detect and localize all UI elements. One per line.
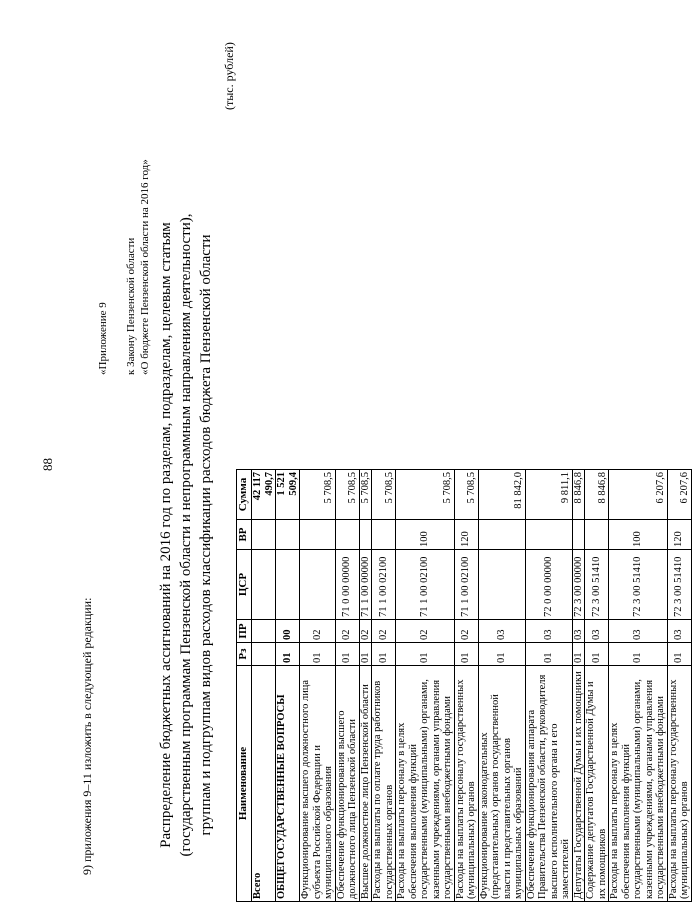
cell-csr: 72 3 00 00000 <box>572 550 585 620</box>
table-row <box>572 470 585 902</box>
cell-name: Функционирование законодательных (представительных) органов государственной власти и представительных органов муниципальных образований <box>478 666 525 902</box>
cell-vr: 100 <box>396 520 455 550</box>
cell-sum: 6 207,6 <box>609 470 668 520</box>
cell-rz: 01 <box>335 643 359 666</box>
cell-rz: 01 <box>572 643 585 666</box>
cell-rz: 01 <box>454 643 478 666</box>
cell-vr <box>525 520 572 550</box>
cell-pr: 02 <box>359 620 372 643</box>
cell-pr: 03 <box>572 620 585 643</box>
cell-vr <box>585 520 609 550</box>
cell-vr <box>276 520 300 550</box>
budget-allocation-table <box>236 469 692 902</box>
cell-pr: 00 <box>276 620 300 643</box>
cell-pr: 03 <box>478 620 525 643</box>
cell-name: ОБЩЕГОСУДАРСТВЕННЫЕ ВОПРОСЫ <box>276 666 300 902</box>
cell-csr: 71 1 00 02100 <box>454 550 478 620</box>
cell-vr <box>252 520 276 550</box>
cell-pr: 03 <box>609 620 668 643</box>
table-header-row <box>237 470 252 902</box>
cell-csr: 72 0 00 00000 <box>525 550 572 620</box>
appendix-heading <box>96 159 152 375</box>
cell-pr: 02 <box>335 620 359 643</box>
cell-csr: 71 1 00 02100 <box>372 550 396 620</box>
table-row <box>396 470 455 902</box>
header-sum: Сумма <box>237 470 252 520</box>
cell-vr <box>372 520 396 550</box>
cell-name: Всего <box>252 666 276 902</box>
cell-pr: 03 <box>585 620 609 643</box>
cell-csr: 71 1 00 00000 <box>359 550 372 620</box>
cell-name: Расходы на выплаты персоналу в целях обеспечения выполнения функций государственными (муниципальными) органами, казенными учреждениями, органами управления государственными внебюджетными фондами <box>396 666 455 902</box>
cell-name: Расходы на выплаты персоналу государственных (муниципальных) органов <box>454 666 478 902</box>
cell-rz: 01 <box>300 643 336 666</box>
cell-sum: 42 117 490,7 <box>252 470 276 520</box>
cell-sum: 5 708,5 <box>396 470 455 520</box>
header-vr: ВР <box>237 520 252 550</box>
unit-label: (тыс. рублей) <box>222 42 236 110</box>
cell-sum: 6 207,6 <box>667 470 691 520</box>
cell-vr <box>300 520 336 550</box>
appendix-law-ref: к Закону Пензенской области <box>125 237 137 375</box>
cell-vr <box>572 520 585 550</box>
cell-sum: 81 842,0 <box>478 470 525 520</box>
table-row <box>335 470 359 902</box>
cell-name: Функционирование высшего должностного лица субъекта Российской Федерации и муниципального образования <box>300 666 336 902</box>
cell-sum: 5 708,5 <box>335 470 359 520</box>
cell-rz: 01 <box>667 643 691 666</box>
table-row <box>359 470 372 902</box>
cell-sum: 5 708,5 <box>454 470 478 520</box>
cell-vr <box>335 520 359 550</box>
table-row <box>667 470 691 902</box>
table-row <box>478 470 525 902</box>
header-name: Наименование <box>237 666 252 902</box>
cell-name: Обеспечение функционирования высшего должностного лица Пензенской области <box>335 666 359 902</box>
cell-rz: 01 <box>585 643 609 666</box>
cell-rz <box>252 643 276 666</box>
header-csr: ЦСР <box>237 550 252 620</box>
cell-rz: 01 <box>276 643 300 666</box>
cell-csr <box>252 550 276 620</box>
cell-csr: 72 3 00 51410 <box>609 550 668 620</box>
table-row <box>585 470 609 902</box>
cell-sum: 8 846,8 <box>585 470 609 520</box>
cell-csr: 71 1 00 02100 <box>396 550 455 620</box>
document-title: Распределение бюджетных ассигнований на 2016 год по разделам, подразделам, целевым статьям (государственным программам Пензенской области и непрограммным направлениям деятельности), группам и подгруппам видов расходов классификации расходов бюджета Пензенской области <box>158 213 214 857</box>
cell-csr <box>478 550 525 620</box>
cell-sum: 9 811,1 <box>525 470 572 520</box>
table-row <box>454 470 478 902</box>
page-number: 88 <box>40 458 55 471</box>
cell-vr: 120 <box>454 520 478 550</box>
cell-name: Расходы на выплаты персоналу государственных (муниципальных) органов <box>667 666 691 902</box>
cell-pr <box>252 620 276 643</box>
cell-name: Высшее должностное лицо Пензенской области <box>359 666 372 902</box>
cell-name: Содержание депутатов Государственной Думы и их помощников <box>585 666 609 902</box>
cell-rz: 01 <box>478 643 525 666</box>
header-pr: ПР <box>237 620 252 643</box>
cell-sum: 1 521 509,4 <box>276 470 300 520</box>
cell-pr: 03 <box>667 620 691 643</box>
cell-sum: 5 708,5 <box>372 470 396 520</box>
table-row <box>609 470 668 902</box>
cell-pr: 03 <box>525 620 572 643</box>
cell-csr: 72 3 00 51410 <box>585 550 609 620</box>
cell-pr: 02 <box>372 620 396 643</box>
cell-rz: 01 <box>372 643 396 666</box>
appendix-number: «Приложение 9 <box>97 302 109 375</box>
cell-csr: 72 3 00 51410 <box>667 550 691 620</box>
cell-pr: 02 <box>396 620 455 643</box>
header-rz: Рз <box>237 643 252 666</box>
appendix-law-title: «О бюджете Пензенской области на 2016 год» <box>139 159 151 375</box>
cell-vr: 120 <box>667 520 691 550</box>
table-row <box>252 470 276 902</box>
table-row <box>525 470 572 902</box>
cell-pr: 02 <box>300 620 336 643</box>
cell-sum: 5 708,5 <box>359 470 372 520</box>
cell-rz: 01 <box>396 643 455 666</box>
cell-csr <box>300 550 336 620</box>
intro-line: 9) приложения 9–11 изложить в следующей редакции: <box>80 597 94 875</box>
cell-name: Расходы на выплаты по оплате труда работников государственных органов <box>372 666 396 902</box>
table-row <box>300 470 336 902</box>
cell-name: Расходы на выплаты персоналу в целях обеспечения выполнения функций государственными (муниципальными) органами, казенными учреждениями, органами управления государственными внебюджетными фондами <box>609 666 668 902</box>
table-row <box>372 470 396 902</box>
cell-vr: 100 <box>609 520 668 550</box>
cell-csr: 71 0 00 00000 <box>335 550 359 620</box>
cell-rz: 01 <box>359 643 372 666</box>
cell-csr <box>276 550 300 620</box>
cell-rz: 01 <box>609 643 668 666</box>
cell-sum: 5 708,5 <box>300 470 336 520</box>
cell-sum: 8 846,8 <box>572 470 585 520</box>
cell-pr: 02 <box>454 620 478 643</box>
cell-rz: 01 <box>525 643 572 666</box>
cell-name: Обеспечение функционирования аппарата Правительства Пензенской области, руководителя высшего исполнительного органа и его заместителей <box>525 666 572 902</box>
cell-name: Депутаты Государственной Думы и их помощники <box>572 666 585 902</box>
cell-vr <box>478 520 525 550</box>
table-row <box>276 470 300 902</box>
table-body <box>252 470 692 902</box>
cell-vr <box>359 520 372 550</box>
